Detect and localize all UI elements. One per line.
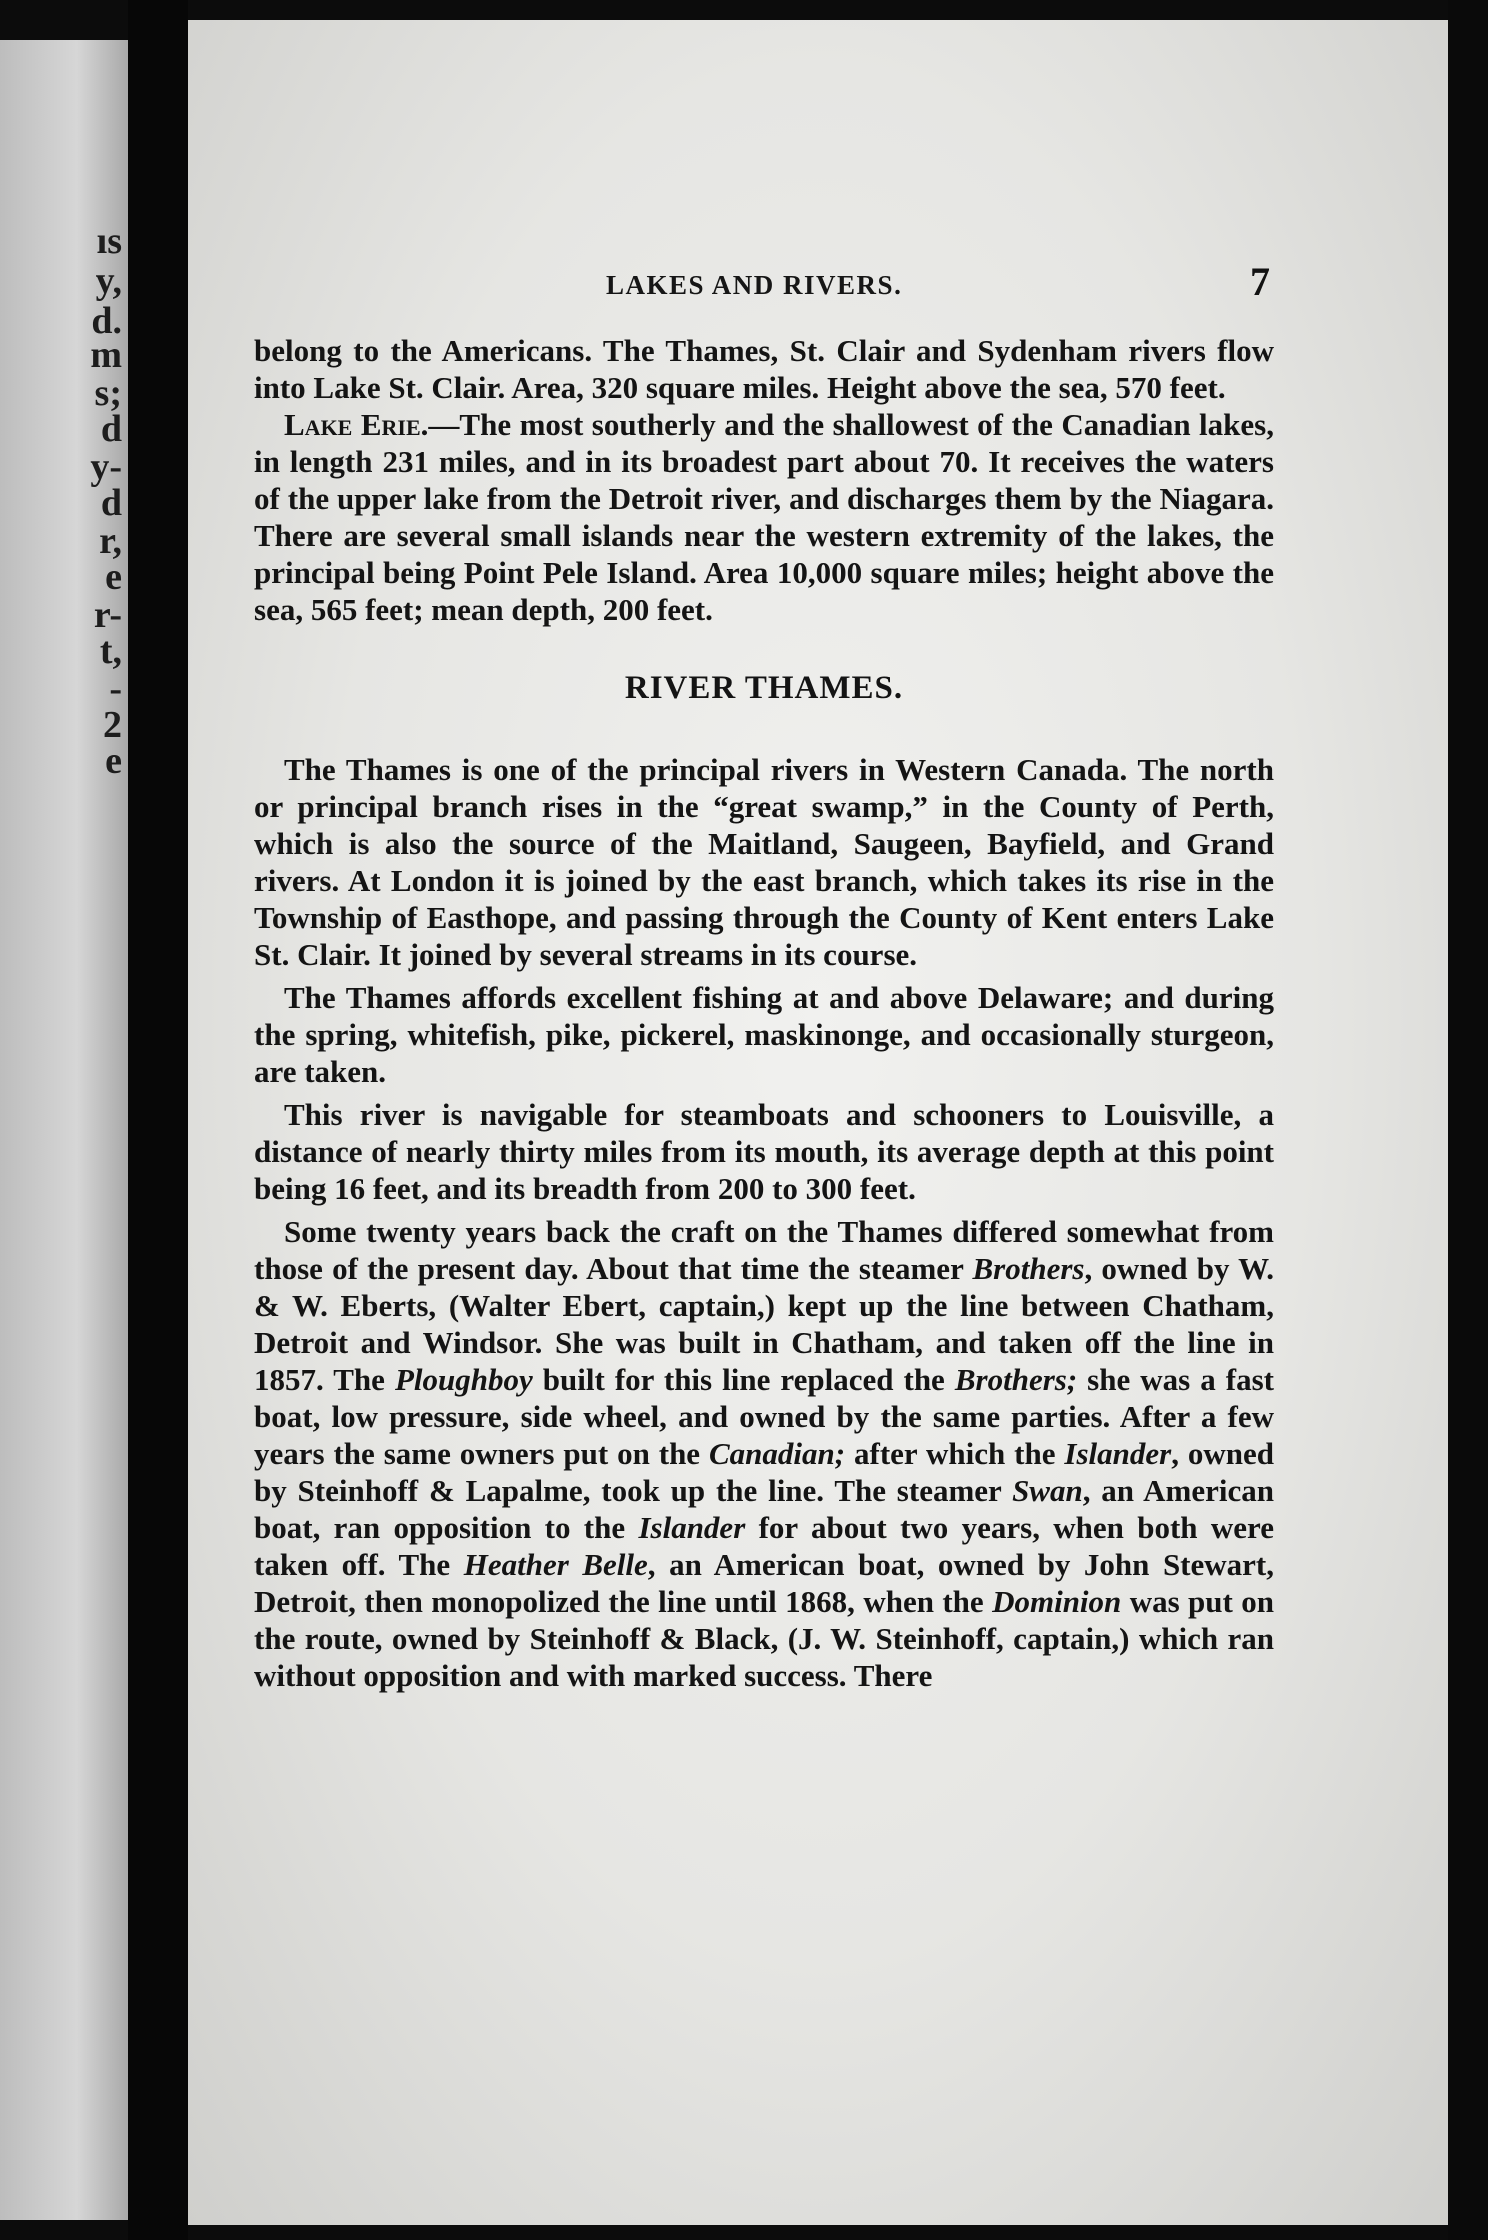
vessel-name-islander: Islander [1064, 1436, 1172, 1471]
vessel-name-dominion: Dominion [992, 1584, 1122, 1619]
paragraph-lake-st-clair-end: belong to the Americans. The Thames, St. Clair and Sydenham rivers flow into Lake St. Clair. Area, 320 square miles. Height above the sea, 570 feet. [254, 333, 1274, 405]
running-head-title: LAKES AND RIVERS. [606, 270, 903, 300]
text-run: for about two years, when both were taken off. The [254, 1510, 1274, 1582]
vessel-name-brothers: Brothers; [954, 1362, 1078, 1397]
lake-erie-heading: Lake Erie. [284, 407, 429, 442]
facing-fragment: t, [99, 630, 122, 672]
paragraph-lake-erie [254, 406, 1274, 628]
text-run: , owned by W. & W. Eberts, (Walter Ebert, captain,) kept up the line between Chatham, Detroit and Windsor. She was built in Chatham, and taken off the line in 1857. The [254, 1251, 1274, 1397]
vessel-name-islander: Islander [638, 1510, 746, 1545]
text-run: after which the [845, 1436, 1065, 1471]
facing-fragment: e [105, 556, 122, 598]
text-run: she was a fast boat, low pressure, side wheel, and owned by the same parties. After a few years the same owners put on the [254, 1362, 1274, 1471]
facing-fragment: ıs [96, 220, 122, 262]
paragraph-thames-3: This river is navigable for steamboats and schooners to Louisville, a distance of nearly thirty miles from its mouth, its average depth at this point being 16 feet, and its breadth from 200 to 300 feet. [254, 1097, 1274, 1206]
section-heading-river-thames: RIVER THAMES. [624, 670, 904, 706]
facing-fragment: y- [90, 446, 122, 488]
text-run: Some twenty years back the craft on the Thames differed somewhat from those of the present day. About that time the steamer [254, 1214, 1274, 1286]
facing-fragment: - [109, 668, 122, 710]
vessel-name-canadian: Canadian; [708, 1436, 846, 1471]
vessel-name-heather-belle: Heather Belle [463, 1547, 648, 1582]
facing-fragment: e [105, 740, 122, 782]
book-gutter-shadow [128, 0, 188, 2240]
text-run: , an American boat, owned by John Stewart, Detroit, then monopolized the line until 1868, when the [254, 1547, 1274, 1619]
paragraph-thames-1: The Thames is one of the principal rivers in Western Canada. The north or principal branch rises in the “great swamp,” in the County of Perth, which is also the source of the Maitland, Saugeen, Bayfield, and Grand rivers. At London it is joined by the east branch, which takes its rise in the Township of Easthope, and passing through the County of Kent enters Lake St. Clair. It joined by several streams in its course. [254, 752, 1274, 972]
facing-fragment: r, [99, 520, 122, 562]
paragraph-thames-2: The Thames affords excellent fishing at and above Delaware; and during the spring, whitefish, pike, pickerel, maskinonge, and occasionally sturgeon, are taken. [254, 980, 1274, 1089]
vessel-name-ploughboy: Ploughboy [394, 1362, 533, 1397]
vessel-name-swan: Swan [1012, 1473, 1083, 1508]
text-run: was put on the route, owned by Steinhoff & Black, (J. W. Steinhoff, captain,) which ran without opposition and with marked success. There [254, 1584, 1274, 1693]
text-run: , owned by Steinhoff & Lapalme, took up the line. The steamer [254, 1436, 1274, 1508]
facing-fragment: s; [94, 372, 122, 414]
running-head [188, 248, 1448, 308]
facing-fragment: y, [95, 260, 122, 302]
paragraph-thames-4 [254, 1213, 1274, 1694]
body-text [254, 332, 1274, 1694]
book-page [188, 20, 1448, 2225]
facing-page-edge [0, 40, 128, 2220]
lake-erie-text: —The most southerly and the shallowest of the Canadian lakes, in length 231 miles, and in its broadest part about 70. It receives the waters of the upper lake from the Detroit river, and discharges them by the Niagara. There are several small islands near the western extremity of the lakes, the principal being Point Pele Island. Area 10,000 square miles; height above the sea, 565 feet; mean depth, 200 feet. [254, 407, 1274, 627]
vessel-name-brothers: Brothers [972, 1251, 1085, 1286]
page-number: 7 [1250, 259, 1270, 304]
facing-fragment: d. [91, 300, 122, 342]
facing-fragment: r- [93, 594, 122, 636]
facing-fragment: 2 [103, 704, 122, 746]
text-run: , an American boat, ran opposition to the [254, 1473, 1274, 1545]
facing-fragment: d [100, 408, 122, 450]
film-border-right [1448, 0, 1488, 2240]
facing-fragment: d [100, 482, 122, 524]
text-run: built for this line replaced the [532, 1362, 955, 1397]
facing-fragment: m [90, 334, 122, 376]
